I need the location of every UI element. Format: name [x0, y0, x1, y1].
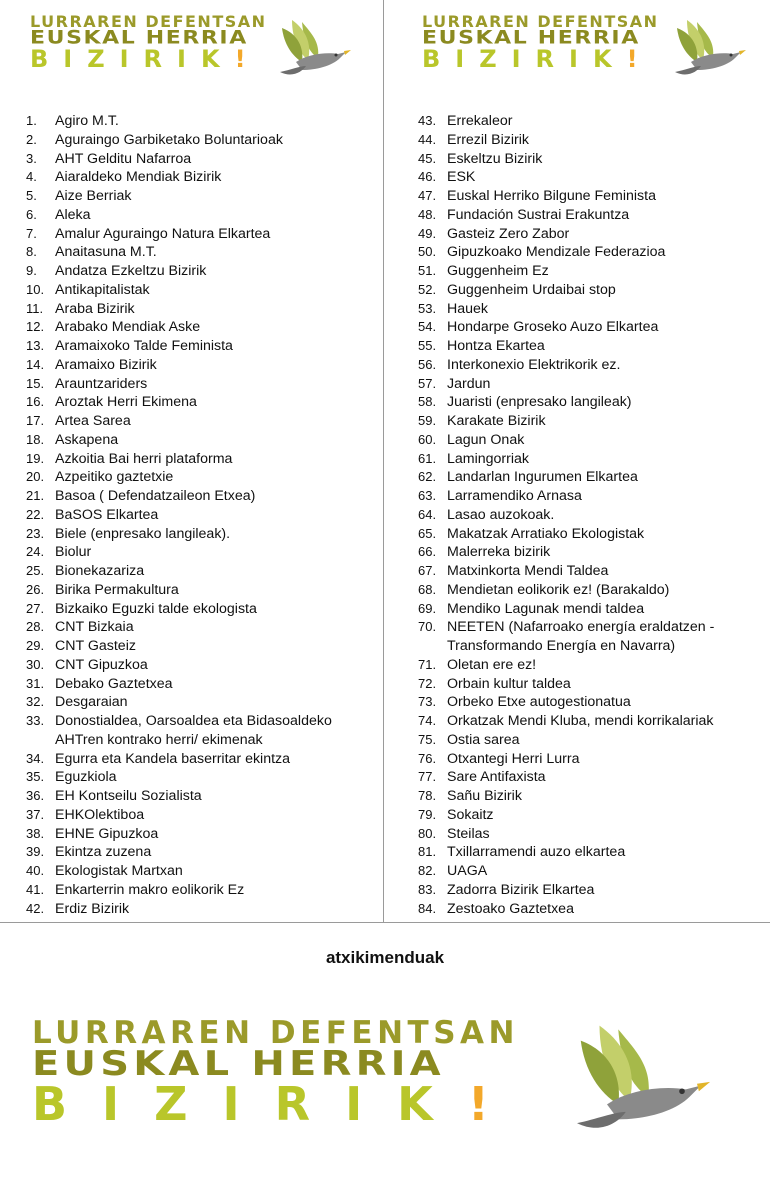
list-item-number: 62. — [418, 469, 437, 485]
list-item-name: EH Kontseilu Sozialista — [55, 788, 202, 804]
list-item-number: 1. — [26, 113, 37, 128]
list-item — [26, 431, 332, 450]
list-item-name: Ostia sarea — [447, 731, 520, 748]
list-item — [418, 356, 714, 375]
list-item-number: 11. — [26, 300, 44, 316]
list-item-name: Basoa ( Defendatzaileon Etxea) — [55, 488, 256, 504]
list-item-name: Orkatzak Mendi Kluba, mendi korrikalariak — [447, 713, 714, 729]
list-item-name: Gipuzkoako Mendizale Federazioa — [447, 244, 666, 261]
list-item-number: 83. — [418, 881, 437, 897]
left-column — [0, 0, 383, 922]
list-item-name: Antikapitalistak — [55, 281, 150, 298]
list-item-name: Ekologistak Martxan — [55, 863, 183, 879]
list-item-number: 30. — [26, 656, 45, 672]
list-item-name: Guggenheim Urdaibai stop — [447, 281, 616, 298]
list-item — [418, 112, 714, 131]
list-item — [26, 900, 332, 919]
list-item — [418, 768, 714, 787]
list-item — [26, 281, 332, 300]
list-item-number: 18. — [26, 431, 45, 447]
list-item — [26, 506, 332, 525]
list-item-number: 58. — [418, 394, 437, 410]
list-item — [26, 468, 332, 487]
list-item-number: 35. — [26, 769, 45, 785]
logo-line-2: EUSKAL HERRIA — [30, 27, 248, 49]
logo-word-bizirik: BIZIRIK — [30, 45, 235, 73]
footer-label: atxikimenduak — [325, 948, 445, 967]
list-item-name: Araba Bizirik — [55, 300, 135, 317]
list-item — [26, 206, 332, 225]
list-item-number: 77. — [418, 769, 437, 785]
list-item-number: 76. — [418, 750, 437, 766]
list-item — [26, 656, 332, 675]
list-item-name: Transformando Energía en Navarra) — [447, 638, 676, 654]
list-item — [26, 487, 332, 506]
list-item — [418, 168, 714, 187]
logo-line-3 — [422, 47, 659, 71]
list-item-number: 50. — [418, 244, 437, 260]
list-item-number — [418, 637, 447, 656]
list-item-name: Azkoitia Bai herri plataforma — [55, 450, 233, 467]
logo-word-bizirik: BIZIRIK — [32, 1077, 468, 1131]
list-item-number: 22. — [26, 506, 45, 522]
list-item-number: 20. — [26, 469, 45, 485]
list-item — [26, 525, 332, 544]
section-divider — [0, 922, 770, 923]
list-item-name: Aroztak Herri Ekimena — [55, 394, 197, 411]
list-item — [26, 825, 332, 844]
list-item-number: 9. — [26, 263, 37, 278]
list-item-number: 8. — [26, 244, 37, 260]
list-item-number: 7. — [26, 225, 37, 241]
list-item-number: 40. — [26, 863, 45, 878]
list-item — [418, 450, 714, 469]
list-item-name: EHKOlektiboa — [55, 806, 145, 823]
logo-line-3 — [32, 1077, 524, 1131]
list-item-name: CNT Gasteiz — [55, 638, 136, 654]
list-item-number: 19. — [26, 450, 45, 466]
list-item — [26, 112, 332, 131]
list-item-name: AHT Gelditu Nafarroa — [55, 150, 192, 167]
logo-left — [30, 14, 267, 71]
list-item — [26, 562, 332, 581]
list-item-name: Larramendiko Arnasa — [447, 488, 582, 504]
list-item-name: Egurra eta Kandela baserritar ekintza — [55, 750, 291, 767]
list-item-name: Errezil Bizirik — [447, 131, 529, 148]
list-item-number: 24. — [26, 544, 45, 560]
list-item-number: 34. — [26, 750, 45, 766]
list-item — [418, 300, 714, 319]
list-item-name: Hontza Ekartea — [447, 338, 545, 354]
list-item-number: 37. — [26, 806, 45, 822]
list-item-number: 63. — [418, 488, 437, 503]
list-item-number: 29. — [26, 638, 45, 653]
list-item-name: Malerreka bizirik — [447, 544, 551, 561]
list-item-name: Hondarpe Groseko Auzo Elkartea — [447, 319, 659, 336]
list-item-name: Matxinkorta Mendi Taldea — [447, 563, 609, 579]
list-item — [26, 637, 332, 656]
list-item-name: Gasteiz Zero Zabor — [447, 225, 570, 242]
list-item-number: 54. — [418, 319, 437, 335]
list-item-name: Otxantegi Herri Lurra — [447, 750, 580, 767]
list-item — [418, 206, 714, 225]
list-item — [26, 356, 332, 375]
right-column — [385, 0, 770, 922]
column-divider — [383, 0, 384, 922]
list-item — [418, 675, 714, 694]
list-item — [26, 862, 332, 881]
list-item-number: 57. — [418, 375, 437, 391]
list-item-number: 12. — [26, 319, 45, 335]
list-item-name: CNT Bizkaia — [55, 619, 134, 636]
list-item — [418, 375, 714, 394]
list-item-name: Azpeitiko gaztetxie — [55, 469, 174, 486]
list-item-number: 5. — [26, 188, 37, 203]
list-item — [418, 225, 714, 244]
list-item-number: 41. — [26, 881, 45, 897]
list-item-name: Arauntzariders — [55, 375, 148, 392]
list-item-name: UAGA — [447, 863, 488, 879]
list-item — [418, 581, 714, 600]
list-item-name: Eskeltzu Bizirik — [447, 150, 543, 167]
bird-logo-icon — [272, 14, 352, 84]
list-item — [26, 393, 332, 412]
list-item — [26, 768, 332, 787]
list-item-number — [26, 731, 55, 750]
list-item-number: 47. — [418, 188, 437, 203]
list-item — [418, 731, 714, 750]
logo-line-1: LURRAREN DEFENTSAN — [32, 1015, 519, 1051]
list-item-number: 75. — [418, 731, 437, 747]
list-item-name: Bizkaiko Eguzki talde ekologista — [55, 600, 257, 617]
list-item — [418, 787, 714, 806]
bird-logo-large-icon — [562, 1014, 712, 1146]
list-item-name: Fundación Sustrai Erakuntza — [447, 206, 630, 223]
list-item — [26, 787, 332, 806]
list-item-name: Erdiz Bizirik — [55, 900, 130, 917]
list-item — [418, 693, 714, 712]
list-item-name: Mendietan eolikorik ez! (Barakaldo) — [447, 581, 670, 598]
list-item-name: CNT Gipuzkoa — [55, 656, 148, 673]
list-item — [418, 750, 714, 769]
list-item-number: 70. — [418, 619, 437, 635]
list-item-name: Debako Gaztetxea — [55, 675, 173, 692]
list-item-number: 56. — [418, 356, 437, 372]
list-item — [26, 750, 332, 769]
list-item — [418, 393, 714, 412]
logo-large — [32, 1015, 524, 1131]
list-item — [418, 618, 714, 637]
list-item-number: 53. — [418, 300, 437, 316]
list-item-name: Biolur — [55, 544, 92, 561]
list-item — [418, 712, 714, 731]
logo-bang: ! — [467, 1077, 524, 1131]
organization-list-left — [26, 112, 332, 918]
list-item-name: Sare Antifaxista — [447, 769, 546, 786]
list-item-name: Interkonexio Elektrikorik ez. — [447, 356, 621, 373]
logo-bang: ! — [626, 45, 653, 73]
list-item-number: 38. — [26, 825, 45, 841]
list-item — [418, 150, 714, 169]
list-item-name: Bionekazariza — [55, 563, 145, 579]
list-item — [418, 506, 714, 525]
list-item-number: 31. — [26, 675, 45, 691]
list-item-name: Amalur Aguraingo Natura Elkartea — [55, 225, 271, 242]
list-item-name: Sañu Bizirik — [447, 788, 522, 804]
list-item — [418, 881, 714, 900]
list-item-number: 44. — [418, 131, 437, 147]
logo-line-1: LURRAREN DEFENTSAN — [30, 12, 267, 31]
list-item-name: Errekaleor — [447, 113, 513, 129]
list-item-name: Aguraingo Garbiketako Boluntarioak — [55, 131, 283, 148]
list-item — [26, 618, 332, 637]
list-item-name: Aize Berriak — [55, 188, 132, 204]
list-item — [26, 675, 332, 694]
list-item — [26, 337, 332, 356]
list-item-number: 71. — [418, 656, 437, 672]
list-item-name: Sokaitz — [447, 806, 494, 823]
list-item-number: 6. — [26, 206, 37, 222]
list-item — [26, 543, 332, 562]
list-item-name: Aleka — [55, 206, 91, 223]
list-item-name: Makatzak Arratiako Ekologistak — [447, 525, 645, 542]
list-item-name: Oletan ere ez! — [447, 656, 537, 673]
list-item-number: 64. — [418, 506, 437, 522]
list-item — [418, 656, 714, 675]
list-item-number: 78. — [418, 788, 437, 803]
list-item-number: 51. — [418, 263, 437, 278]
logo-word-bizirik: BIZIRIK — [422, 45, 627, 73]
list-item-name: Hauek — [447, 300, 489, 317]
list-item-number: 45. — [418, 150, 437, 166]
list-item-name: EHNE Gipuzkoa — [55, 825, 159, 842]
list-item-number: 52. — [418, 281, 437, 297]
list-item-number: 73. — [418, 694, 437, 710]
list-item-number: 81. — [418, 844, 437, 860]
list-item-name: Orbeko Etxe autogestionatua — [447, 694, 631, 711]
list-item-number: 82. — [418, 863, 437, 878]
list-item-number: 28. — [26, 619, 45, 635]
list-item-number: 43. — [418, 113, 437, 128]
list-item-name: Arabako Mendiak Aske — [55, 319, 201, 336]
list-item — [418, 487, 714, 506]
list-item-name: Aiaraldeko Mendiak Bizirik — [55, 169, 222, 186]
list-item — [26, 581, 332, 600]
list-item-number: 27. — [26, 600, 45, 616]
logo-line-3 — [30, 47, 267, 71]
list-item-name: AHTren kontrako herri/ ekimenak — [55, 731, 263, 748]
list-item-number: 2. — [26, 131, 37, 147]
list-item-name: Jardun — [447, 375, 491, 392]
list-item-name: Aramaixo Bizirik — [55, 356, 157, 373]
list-item — [26, 150, 332, 169]
list-item — [418, 318, 714, 337]
list-item-number: 55. — [418, 338, 437, 353]
list-item-name: Steilas — [447, 825, 490, 842]
list-item — [418, 900, 714, 919]
logo-line-2: EUSKAL HERRIA — [32, 1044, 445, 1084]
list-item — [418, 562, 714, 581]
list-item-name: Txillarramendi auzo elkartea — [447, 844, 626, 861]
list-item-name: Orbain kultur taldea — [447, 675, 571, 692]
list-item — [26, 693, 332, 712]
list-item — [26, 225, 332, 244]
list-item-number: 67. — [418, 563, 437, 578]
list-item — [26, 168, 332, 187]
list-item — [418, 825, 714, 844]
list-item — [418, 600, 714, 619]
list-item — [26, 375, 332, 394]
list-item-number: 65. — [418, 525, 437, 541]
list-item — [418, 412, 714, 431]
list-item — [26, 262, 332, 281]
list-item — [418, 543, 714, 562]
list-item-name: Lagun Onak — [447, 431, 525, 448]
list-item-name: Lamingorriak — [447, 450, 530, 467]
list-item — [418, 843, 714, 862]
list-item — [418, 131, 714, 150]
list-item-number: 25. — [26, 563, 45, 578]
list-item-number: 3. — [26, 150, 37, 166]
list-item-number: 48. — [418, 206, 437, 222]
list-item-name: Guggenheim Ez — [447, 263, 549, 279]
list-item — [26, 712, 332, 731]
list-item-number: 79. — [418, 806, 437, 822]
list-item-name: Ekintza zuzena — [55, 844, 152, 861]
list-item-name: Andatza Ezkeltzu Bizirik — [55, 263, 207, 279]
list-item-number: 49. — [418, 225, 437, 241]
list-item-number: 36. — [26, 788, 45, 803]
list-item-name: Anaitasuna M.T. — [55, 244, 157, 261]
list-item-number: 39. — [26, 844, 45, 860]
list-item-number: 42. — [26, 900, 45, 916]
list-item-name: Askapena — [55, 431, 119, 448]
list-item-name: Euskal Herriko Bilgune Feminista — [447, 188, 656, 204]
list-item-name: Lasao auzokoak. — [447, 506, 555, 523]
list-item-number: 80. — [418, 825, 437, 841]
list-item-name: Donostialdea, Oarsoaldea eta Bidasoaldeko — [55, 713, 332, 729]
list-item-number: 21. — [26, 488, 45, 503]
list-item-number: 61. — [418, 450, 437, 466]
list-item — [418, 187, 714, 206]
list-item-number: 13. — [26, 338, 45, 353]
list-item-number: 68. — [418, 581, 437, 597]
list-item-name: Juaristi (enpresako langileak) — [447, 394, 632, 411]
list-item-number: 72. — [418, 675, 437, 691]
list-item-number: 33. — [26, 713, 45, 728]
list-item-name: Zestoako Gaztetxea — [447, 900, 574, 917]
list-item-name: Karakate Bizirik — [447, 413, 546, 429]
list-item — [418, 468, 714, 487]
list-item-name: Mendiko Lagunak mendi taldea — [447, 600, 645, 617]
list-item-name: Artea Sarea — [55, 413, 131, 429]
list-item — [26, 131, 332, 150]
list-item-name: Enkarterrin makro eolikorik Ez — [55, 881, 245, 898]
list-item-name: ESK — [447, 169, 476, 186]
list-item-number: 74. — [418, 713, 437, 728]
logo-bang: ! — [234, 45, 261, 73]
list-item-number: 14. — [26, 356, 45, 372]
list-item — [418, 281, 714, 300]
list-item-name: Eguzkiola — [55, 769, 117, 786]
list-item-number: 69. — [418, 600, 437, 616]
list-item — [418, 337, 714, 356]
list-item-name: NEETEN (Nafarroako energía eraldatzen - — [447, 619, 715, 636]
organization-list-right — [418, 112, 714, 918]
list-item — [26, 731, 332, 750]
list-item — [418, 862, 714, 881]
list-item-number: 32. — [26, 694, 45, 710]
list-item — [26, 450, 332, 469]
list-item-number: 17. — [26, 413, 45, 428]
list-item — [418, 806, 714, 825]
list-item-number: 59. — [418, 413, 437, 428]
list-item — [26, 843, 332, 862]
list-item-number: 26. — [26, 581, 45, 597]
list-item-name: Desgaraian — [55, 694, 128, 711]
list-item — [418, 243, 714, 262]
list-item-number: 46. — [418, 169, 437, 185]
list-item — [26, 300, 332, 319]
list-item — [418, 525, 714, 544]
list-item-name: Zadorra Bizirik Elkartea — [447, 881, 595, 898]
list-item-name: BaSOS Elkartea — [55, 506, 159, 523]
list-item — [418, 637, 714, 656]
list-item — [26, 243, 332, 262]
list-item-number: 16. — [26, 394, 45, 410]
logo-line-1: LURRAREN DEFENTSAN — [422, 12, 659, 31]
list-item — [418, 262, 714, 281]
list-item — [26, 187, 332, 206]
list-item-number: 4. — [26, 169, 37, 185]
list-item-name: Birika Permakultura — [55, 581, 179, 598]
list-item-number: 10. — [26, 281, 45, 297]
list-item-number: 15. — [26, 375, 45, 391]
list-item-number: 66. — [418, 544, 437, 560]
list-item — [26, 806, 332, 825]
list-item-name: Agiro M.T. — [55, 113, 119, 129]
list-item — [26, 881, 332, 900]
list-item-number: 84. — [418, 900, 437, 916]
list-item — [26, 318, 332, 337]
logo-right — [422, 14, 659, 71]
list-item-name: Biele (enpresako langileak). — [55, 525, 231, 542]
list-item-number: 23. — [26, 525, 45, 541]
list-item — [418, 431, 714, 450]
list-item-name: Aramaixoko Talde Feminista — [55, 338, 233, 354]
list-item-number: 60. — [418, 431, 437, 447]
list-item-name: Landarlan Ingurumen Elkartea — [447, 469, 638, 486]
list-item — [26, 600, 332, 619]
list-item — [26, 412, 332, 431]
bird-logo-icon — [667, 14, 747, 84]
logo-line-2: EUSKAL HERRIA — [422, 27, 640, 49]
